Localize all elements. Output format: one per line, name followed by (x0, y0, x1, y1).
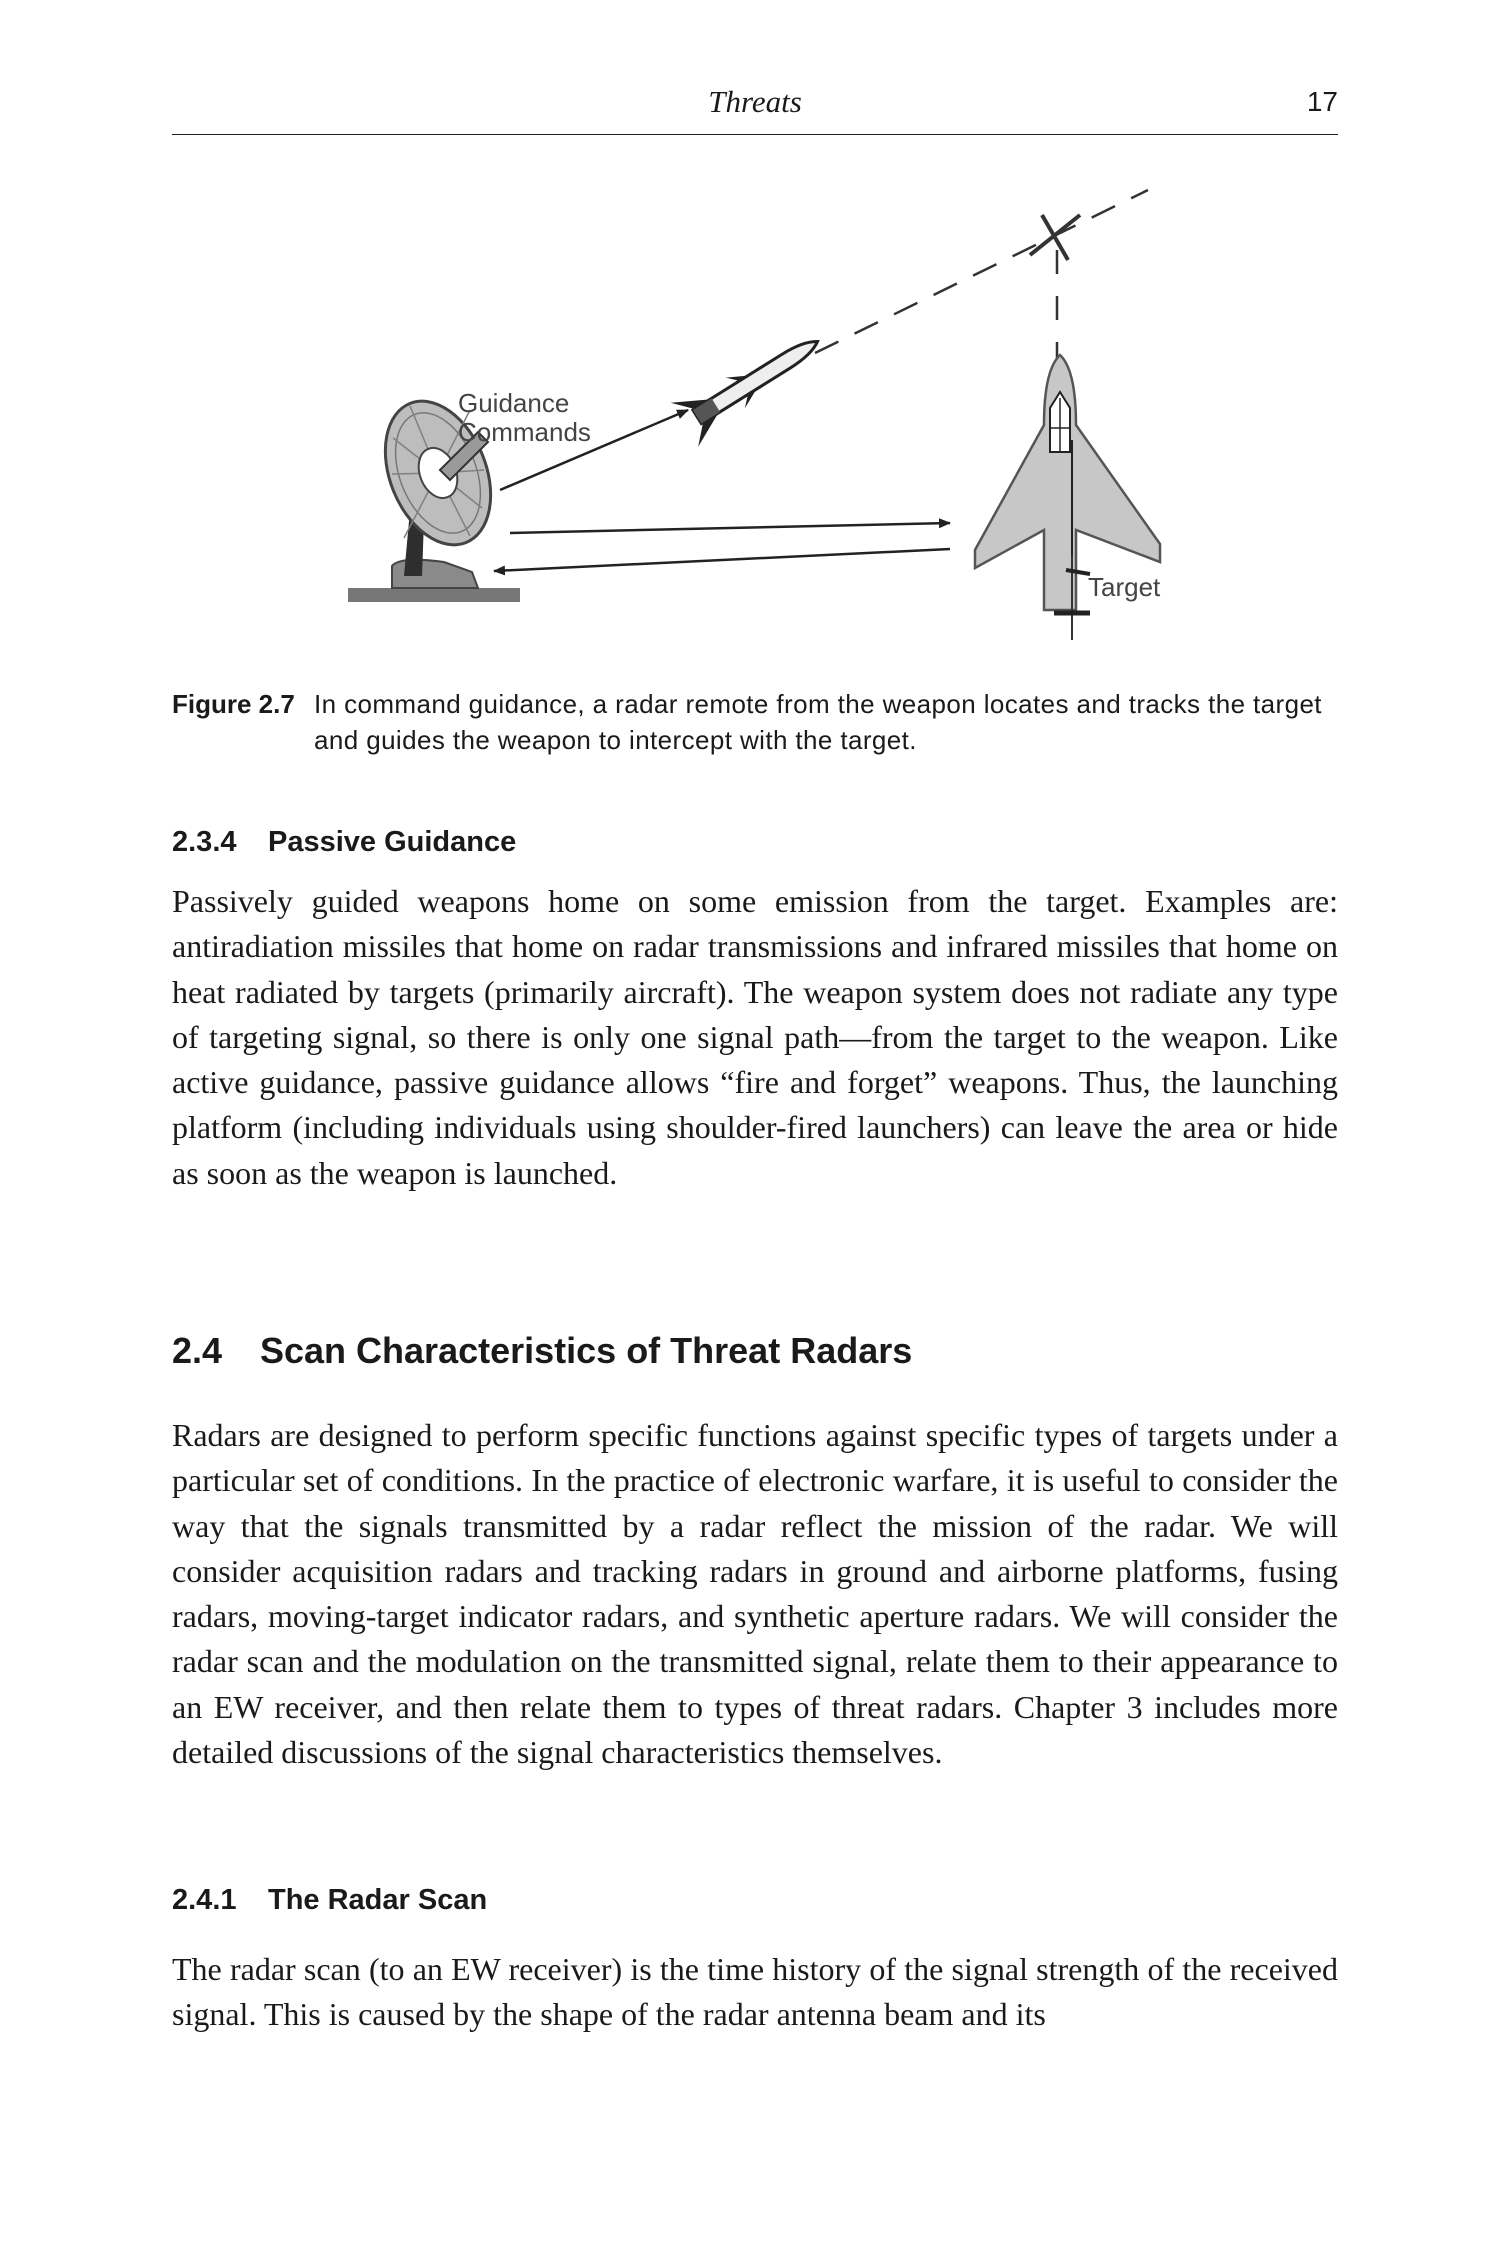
section-number: 2.4 (172, 1330, 223, 1371)
passive-guidance-paragraph: Passively guided weapons home on some emission from the target. Examples are: antiradiation missiles that home on radar transmissions and infrared missiles that home on heat radiated by targets (primarily aircraft). The weapon system does not radiate any type of targeting signal, so there is only one signal path—from the target to the weapon. Like active guidance, passive guidance allows “fire and forget” weapons. Thus, the launching platform (including individuals using shoulder-fired launchers) can leave the area or hide as soon as the weapon is launched. (172, 883, 1338, 1191)
radar-scan-paragraph: The radar scan (to an EW receiver) is the time history of the signal strength of the received signal. This is caused by the shape of the radar antenna beam and its (172, 1951, 1338, 2033)
section-2-3-4-heading (172, 826, 516, 859)
figure-caption (172, 686, 1338, 758)
radar-transmit-arrow (510, 523, 950, 533)
section-2-4-heading (172, 1330, 912, 1372)
section-title: Passive Guidance (268, 826, 517, 858)
page-header (172, 82, 1338, 135)
section-number: 2.4.1 (172, 1884, 237, 1916)
caption-number: Figure 2.7 (172, 689, 295, 719)
intercept-path-line (815, 190, 1148, 353)
page-number: 17 (1306, 86, 1338, 117)
intercept-point-icon (1030, 215, 1080, 260)
section-number: 2.3.4 (172, 826, 237, 858)
running-title: Threats (708, 84, 802, 119)
guidance-label-line1: Guidance (458, 388, 570, 418)
caption-text: In command guidance, a radar remote from the weapon locates and tracks the target and guides the weapon to intercept with the target. (314, 689, 1322, 755)
section-title: The Radar Scan (268, 1884, 488, 1916)
radar-return-arrow (494, 549, 950, 571)
target-label: Target (1088, 572, 1161, 602)
section-2-4-1-heading (172, 1884, 487, 1917)
command-guidance-figure (0, 170, 1500, 660)
section-title: Scan Characteristics of Threat Radars (260, 1330, 913, 1371)
missile-icon (671, 319, 832, 446)
guidance-label-line2: Commands (458, 417, 591, 447)
scan-characteristics-paragraph: Radars are designed to perform specific functions against specific types of targets under a particular set of conditions. In the practice of electronic warfare, it is useful to consider the way that the signals transmitted by a radar reflect the mission of the radar. We will consider acquisition radars and tracking radars in ground and airborne platforms, fusing radars, moving-target indicator radars, and synthetic aperture radars. We will consider the radar scan and the modulation on the transmitted signal, relate them to their appearance to an EW receiver, and then relate them to types of threat radars. Chapter 3 includes more detailed discussions of the signal characteristics themselves. (172, 1417, 1338, 1771)
